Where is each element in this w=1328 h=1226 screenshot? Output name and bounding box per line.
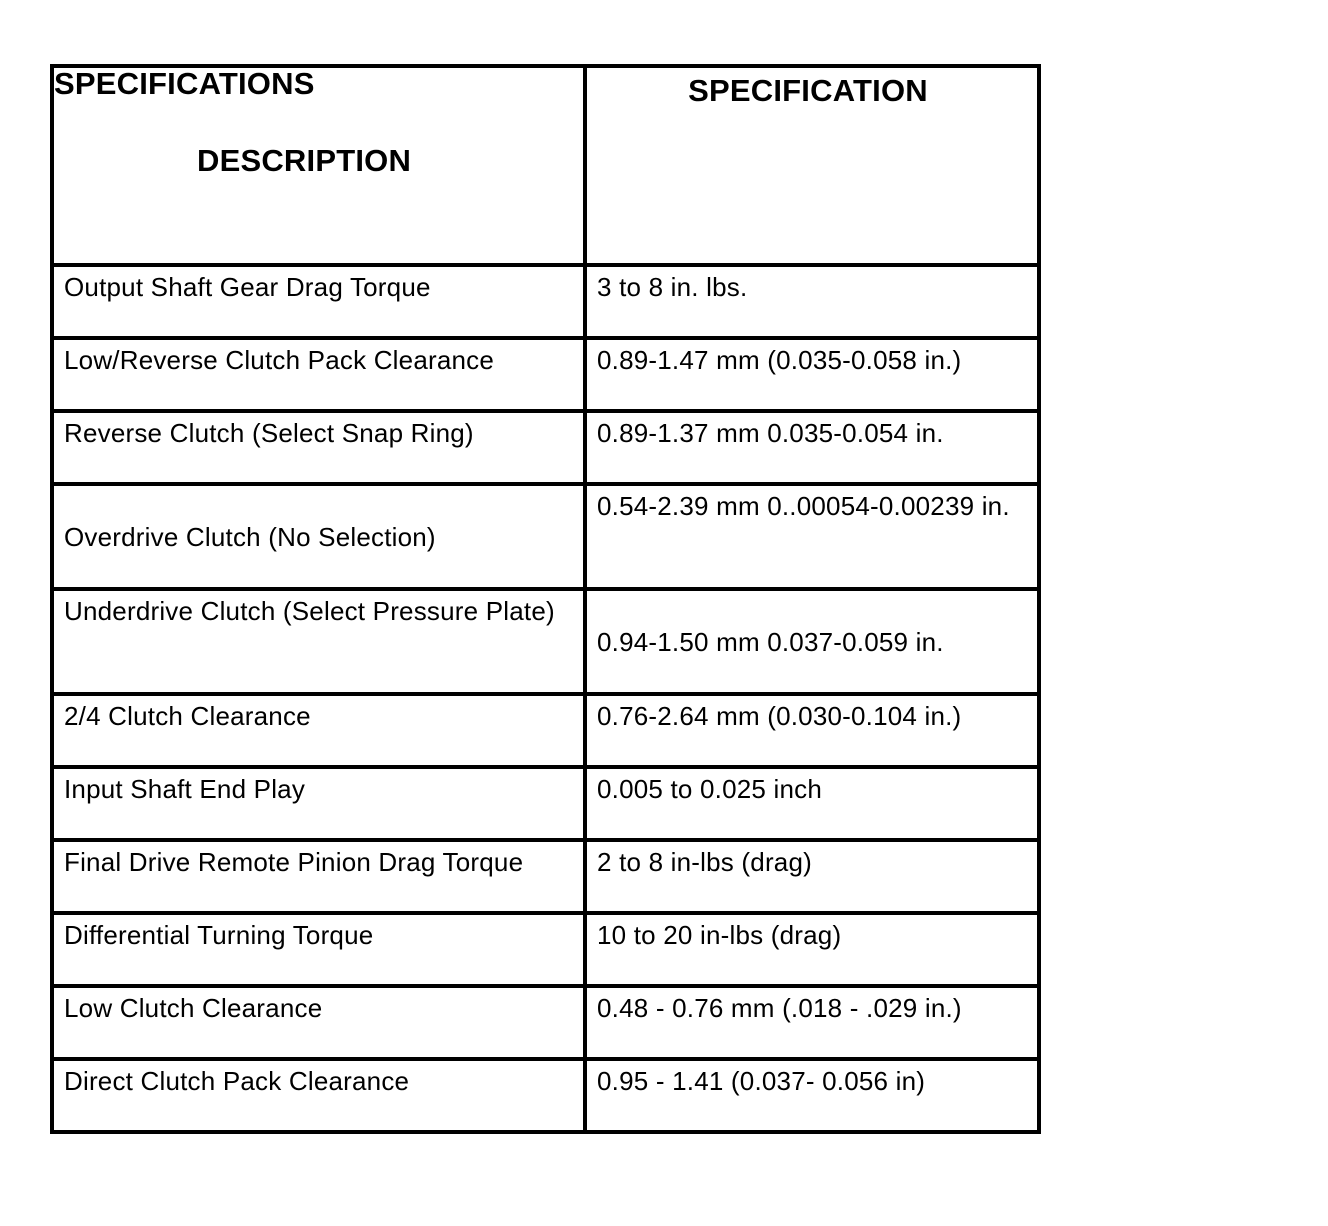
description-cell: Input Shaft End Play	[52, 767, 585, 840]
header-specification: SPECIFICATION	[585, 66, 1039, 265]
specification-cell: 0.89-1.47 mm (0.035-0.058 in.)	[585, 338, 1039, 411]
header-description-line2: DESCRIPTION	[197, 143, 412, 178]
description-cell: Low Clutch Clearance	[52, 986, 585, 1059]
specification-cell: 10 to 20 in-lbs (drag)	[585, 913, 1039, 986]
specification-cell: 0.95 - 1.41 (0.037- 0.056 in)	[585, 1059, 1039, 1132]
table-row	[52, 589, 1039, 694]
table-row	[52, 913, 1039, 986]
table-row	[52, 411, 1039, 484]
table-row	[52, 986, 1039, 1059]
header-description	[52, 66, 585, 265]
header-description-line1: SPECIFICATIONS	[54, 66, 315, 101]
description-cell: Low/Reverse Clutch Pack Clearance	[52, 338, 585, 411]
table-row	[52, 840, 1039, 913]
specification-cell: 2 to 8 in-lbs (drag)	[585, 840, 1039, 913]
specification-cell: 0.48 - 0.76 mm (.018 - .029 in.)	[585, 986, 1039, 1059]
description-cell: Direct Clutch Pack Clearance	[52, 1059, 585, 1132]
description-cell: Overdrive Clutch (No Selection)	[52, 484, 585, 589]
description-cell: Final Drive Remote Pinion Drag Torque	[52, 840, 585, 913]
specifications-table	[50, 64, 1041, 1134]
description-cell: Underdrive Clutch (Select Pressure Plate)	[52, 589, 585, 694]
table-row	[52, 484, 1039, 589]
table-row	[52, 265, 1039, 338]
specification-cell: 3 to 8 in. lbs.	[585, 265, 1039, 338]
specification-cell: 0.005 to 0.025 inch	[585, 767, 1039, 840]
specification-cell: 0.94-1.50 mm 0.037-0.059 in.	[585, 589, 1039, 694]
table-row	[52, 694, 1039, 767]
table-row	[52, 338, 1039, 411]
description-cell: Output Shaft Gear Drag Torque	[52, 265, 585, 338]
description-cell: 2/4 Clutch Clearance	[52, 694, 585, 767]
specification-cell: 0.54-2.39 mm 0..00054-0.00239 in.	[585, 484, 1039, 589]
specification-cell: 0.89-1.37 mm 0.035-0.054 in.	[585, 411, 1039, 484]
table-header-row	[52, 66, 1039, 265]
table-row	[52, 767, 1039, 840]
table-row	[52, 1059, 1039, 1132]
description-cell: Reverse Clutch (Select Snap Ring)	[52, 411, 585, 484]
description-cell: Differential Turning Torque	[52, 913, 585, 986]
specification-cell: 0.76-2.64 mm (0.030-0.104 in.)	[585, 694, 1039, 767]
